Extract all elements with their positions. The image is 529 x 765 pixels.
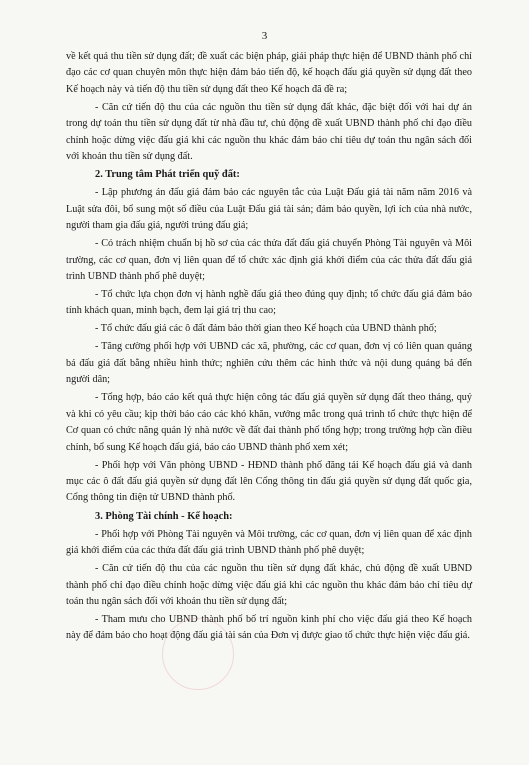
- list-item: - Phối hợp với Phòng Tài nguyên và Môi trường, các cơ quan, đơn vị liên quan để xác định giá khởi điểm của các thửa đất đấu giá trình UBND thành phố phê duyệt;: [66, 528, 472, 557]
- list-item: - Tăng cường phối hợp với UBND các xã, phường, các cơ quan, đơn vị có liên quan quảng bá đấu giá đất bằng nhiều hình thức; nghiên cứu thêm các hình thức và nội dung quảng bá đến người dân;: [66, 341, 472, 386]
- list-item: - Tổ chức lựa chọn đơn vị hành nghề đấu giá theo đúng quy định; tổ chức đấu giá đảm bảo tính khách quan, minh bạch, đem lại giá trị thu cao;: [66, 289, 472, 317]
- paragraph-continuation: về kết quả thu tiền sử dụng đất; đề xuất các biện pháp, giải pháp thực hiện để UBND thành phố chỉ đạo các cơ quan chuyên môn thực hiện đảm bảo tiến độ, kế hoạch đấu giá quyền sử dụng đất theo Kế hoạch này và tiến độ thu tiền sử dụng đất theo Kế hoạch đã đề ra;: [66, 51, 472, 95]
- list-item: - Tổng hợp, báo cáo kết quả thực hiện công tác đấu giá quyền sử dụng đất theo tháng, quý và khi có yêu cầu; kịp thời báo cáo các khó khăn, vướng mắc trong quá trình tổ chức thực hiện để Cơ quan có chức năng quản lý nhà nước về đất đai thành phố tổng hợp; trong trường hợp cần điều chỉnh, bổ sung Kế hoạch đấu giá, báo cáo UBND thành phố xem xét;: [66, 392, 472, 453]
- list-item: - Tổ chức đấu giá các ô đất đảm bảo thời gian theo Kế hoạch của UBND thành phố;: [95, 323, 437, 335]
- list-item: - Căn cứ tiến độ thu của các nguồn thu tiền sử dụng đất khác, đặc biệt đối với hai dự án trong dự toán thu tiền sử dụng đất từ nhà đầu tư, chủ động đề xuất UBND thành phố chỉ đạo điều chỉnh hoặc dừng việc đấu giá khi các nguồn thu khác đảm bảo chỉ tiêu dự toán thu ngân sách đối với khoản thu tiền sử dụng đất.: [66, 101, 472, 163]
- list-item: - Phối hợp với Văn phòng UBND - HĐND thành phố đăng tải Kế hoạch đấu giá và danh mục các ô đất đấu giá quyền sử dụng đất lên Cổng thông tin đấu giá quyền sử dụng đất quốc gia, Cổng thông tin điện tử UBND thành phố.: [66, 459, 472, 504]
- list-item: - Căn cứ tiến độ thu của các nguồn thu tiền sử dụng đất khác, chủ động đề xuất UBND thành phố chỉ đạo điều chỉnh hoặc dừng việc đấu giá khi các nguồn thu khác đảm bảo chỉ tiêu dự toán thu ngân sách đối với khoản thu tiền sử dụng đất;: [66, 563, 472, 607]
- section-heading-land-fund-center: 2. Trung tâm Phát triển quỹ đất:: [95, 169, 240, 181]
- document-body: [66, 49, 472, 646]
- section-heading-finance-planning: 3. Phòng Tài chính - Kế hoạch:: [95, 510, 233, 522]
- list-item: - Tham mưu cho UBND thành phố bố trí nguồn kinh phí cho việc đấu giá theo Kế hoạch này để đảm bảo cho hoạt động đấu giá tài sản của Đơn vị được giao tổ chức thực hiện việc đấu giá.: [66, 613, 472, 642]
- list-item: - Lập phương án đấu giá đảm bảo các nguyên tắc của Luật Đấu giá tài năm năm 2016 và Luật sửa đôi, bổ sung một số điều của Luật Đấu giá tài sản; đảm bảo quyền, lợi ích của nhà nước, người tham gia đấu giá, người trúng đấu giá;: [66, 187, 472, 232]
- page-number: 3: [261, 30, 268, 42]
- list-item: - Có trách nhiệm chuẩn bị hồ sơ của các thửa đất đấu giá chuyển Phòng Tài nguyên và Môi trường, các cơ quan, đơn vị liên quan để tổ chức xác định giá khởi điểm của các thửa đất đấu giá trình UBND thành phố phê duyệt;: [66, 238, 472, 283]
